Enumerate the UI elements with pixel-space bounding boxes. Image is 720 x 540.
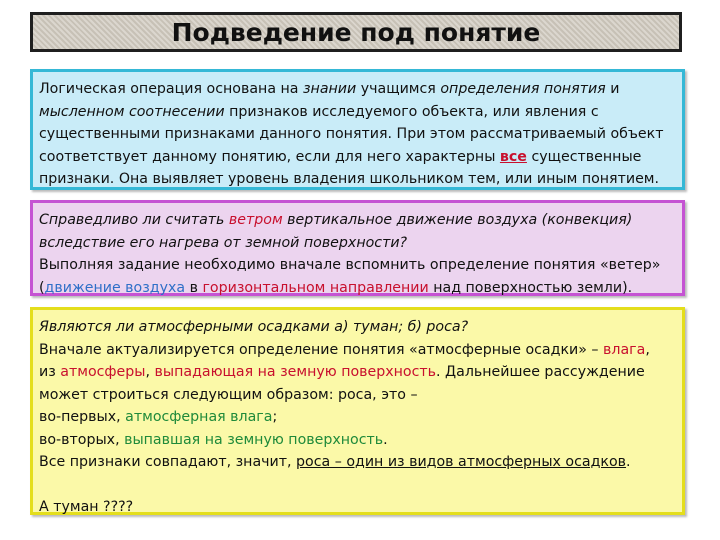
spacer: [39, 474, 676, 497]
box1-line-2: мысленном соотнесении признаков исследуемого объекта, или явления с: [39, 103, 599, 120]
box1-line-5: признаки. Она выявляет уровень владения школьником тем, или иным понятием.: [39, 171, 660, 187]
page-title: Подведение под понятие: [171, 18, 541, 47]
box1-line-3: существенными признаками данного понятия. При этом рассматриваемый объект: [39, 126, 664, 142]
title-bar: [30, 12, 682, 52]
box1-line-4: соответствует данному понятию, если для него характерны все существенные: [39, 148, 642, 165]
box1-line-1: Логическая операция основана на знании учащимся определения понятия и: [39, 81, 620, 97]
box3-line-1: Являются ли атмосферными осадками а) туман; б) роса?: [39, 319, 469, 335]
wind-question-box: [30, 200, 685, 296]
box3-line-2: Вначале актуализируется определение понятия «атмосферные осадки» – влага,: [39, 341, 650, 358]
keyword-wind: ветром: [228, 212, 283, 228]
precipitation-question-box: [30, 307, 685, 515]
box3-line-3: из атмосферы, выпадающая на земную поверхность. Дальнейшее рассуждение: [39, 364, 645, 380]
box2-line-2: вследствие его нагрева от земной поверхности?: [39, 234, 408, 251]
box3-line-4: может строиться следующим образом: роса, это –: [39, 386, 418, 403]
box2-line-1: Справедливо ли считать ветром вертикальное движение воздуха (конвекция): [39, 212, 633, 228]
definition-box: [30, 69, 685, 190]
box3-line-7: Все признаки совпадают, значит, роса – один из видов атмосферных осадков.: [39, 454, 631, 470]
box3-line-5: во-первых, атмосферная влага;: [39, 409, 278, 425]
box2-line-4: (движение воздуха в горизонтальном направлении над поверхностью земли).: [39, 279, 633, 296]
box2-line-3: Выполняя задание необходимо вначале вспомнить определение понятия «ветер»: [39, 257, 661, 273]
keyword-all: все: [499, 148, 527, 165]
box3-line-6: во-вторых, выпавшая на земную поверхность.: [39, 431, 388, 448]
box3-line-8: А туман ????: [39, 499, 134, 515]
